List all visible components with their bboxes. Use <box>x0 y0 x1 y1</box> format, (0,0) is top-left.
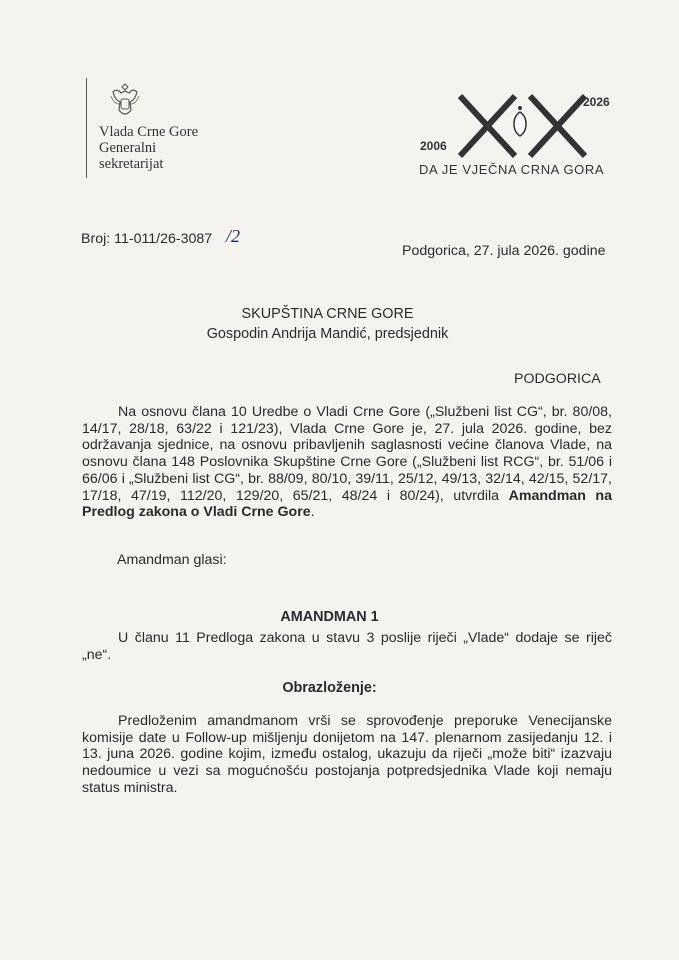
document-number: Broj: 11-011/26-3087 <box>81 231 213 247</box>
reasoning-title: Obrazloženje: <box>282 680 377 696</box>
amendment-reads: Amandman glasi: <box>117 552 227 568</box>
coat-of-arms-icon <box>108 82 142 120</box>
gov-line-1: Vlada Crne Gore <box>99 124 199 140</box>
header-divider <box>86 78 87 178</box>
amendment-title: AMANDMAN 1 <box>280 609 379 625</box>
logo-motto: DA JE VJEČNA CRNA GORA <box>419 162 605 177</box>
gov-line-2: Generalni <box>99 140 157 156</box>
handwritten-number: /2 <box>226 226 241 246</box>
logo-year-end: 2026 <box>583 95 610 109</box>
intro-text: Na osnovu člana 10 Uredbe o Vladi Crne Gore („Službeni list CG“, br. 80/08, 14/17, 28/18, 63/22 i 121/23), Vlada Crne Gore je, 27. jula 2026. godine, bez održavanja sjednice, na osnovu pribavljenih saglasnosti većine članova Vlade, na osnovu člana 148 Poslovnika Skupštine Crne Gore („Službeni list RCG“, br. 51/06 i 66/06 i „Službeni list CG“, br. 88/09, 80/10, 39/11, 25/12, 49/13, 32/14, 42/15, 52/17, 17/18, 47/19, 112/20, 129/20, 65/21, 48/24 i 80/24), utvrdila <box>82 404 612 504</box>
place-date: Podgorica, 27. jula 2026. godine <box>402 243 606 259</box>
recipient-person: Gospodin Andrija Mandić, predsjednik <box>206 326 449 342</box>
recipient-institution: SKUPŠTINA CRNE GORE <box>241 306 414 322</box>
intro-end: . <box>310 504 315 521</box>
reasoning-paragraph: Predloženim amandmanom vrši se sprovođenje preporuke Venecijanske komisije date u Follow-up mišljenju donijetom na 147. plenarnom zasijedanju 12. i 13. juna 2026. godine kojim, između ostalog, ukazuju da riječi „može biti“ izazvaju nedoumice u vezi sa mogućnošću postojanja potpredsjednika Vlade koji nemaju status ministra. <box>82 713 612 796</box>
government-name <box>99 124 198 172</box>
intro-paragraph <box>82 404 612 521</box>
recipient-city: PODGORICA <box>514 371 601 387</box>
gov-line-3: sekretarijat <box>99 156 164 172</box>
logo-year-start: 2006 <box>420 139 447 153</box>
intro-bold: Amandman na Predlog zakona o Vladi Crne Gore <box>82 487 612 521</box>
amendment-paragraph: U članu 11 Predloga zakona u stavu 3 poslije riječi „Vlade“ dodaje se riječ „ne“. <box>82 630 612 663</box>
